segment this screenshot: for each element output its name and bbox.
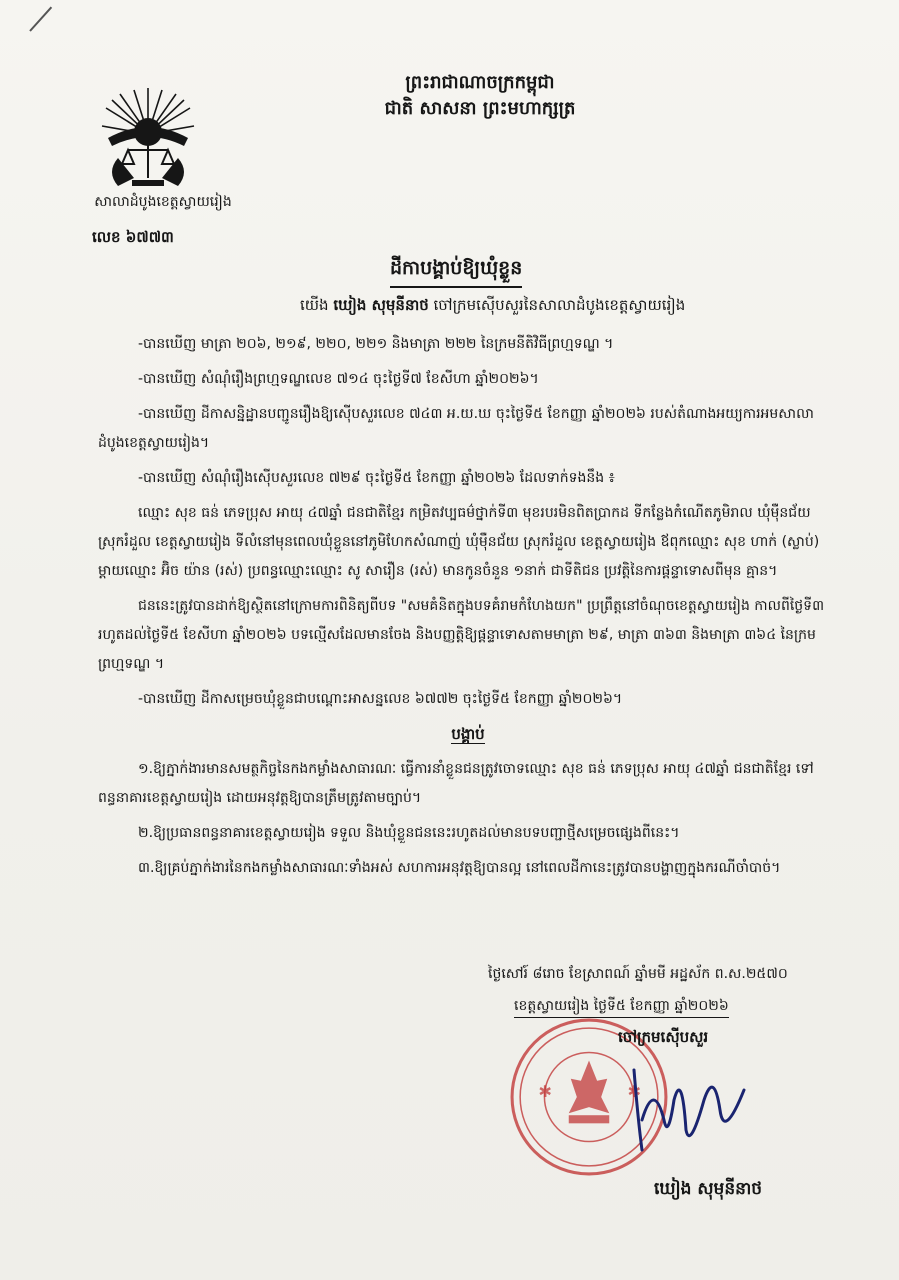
lunar-date: ថ្ងៃសៅរ៍ ៨រោច ខែស្រាពណ៍ ឆ្នាំមមី អដ្ឋស័ក ព.ស.២៥៧០ xyxy=(488,966,788,982)
paragraph: -បានឃើញ សំណុំរឿងព្រហ្មទណ្ឌលេខ ៧១៤ ចុះថ្ងៃទី៧ ខែសីហា ឆ្នាំ២០២៦។ xyxy=(138,371,539,387)
svg-text:✱: ✱ xyxy=(627,1082,642,1101)
svg-text:✱: ✱ xyxy=(538,1082,552,1101)
kingdom-line-2: ជាតិ សាសនា ព្រះមហាក្សត្រ xyxy=(384,98,576,119)
signer-title: ចៅក្រមស៊ើបសួរ xyxy=(618,1028,709,1046)
order-heading: បង្គាប់ xyxy=(451,725,485,743)
intro-prefix: យើង xyxy=(300,296,329,314)
intro-line xyxy=(300,296,685,318)
order-item: ២.ឱ្យប្រធានពន្ធនាគារខេត្តស្វាយរៀង ទទួល និងឃុំខ្លួនជននេះរហូតដល់មានបទបញ្ជាថ្មីសម្រេចផ្សេងពីនេះ។ xyxy=(138,825,680,841)
document-title: ដីកាបង្គាប់ឱ្យឃុំខ្លួន xyxy=(390,256,522,288)
pen-mark xyxy=(29,7,52,32)
court-emblem-logo xyxy=(98,82,198,192)
intro-suffix: ចៅក្រមស៊ើបសួរនៃសាលាដំបូងខេត្តស្វាយរៀង xyxy=(433,296,686,314)
paragraph: -បានឃើញ ដីកាសម្រេចឃុំខ្លួនជាបណ្ដោះអាសន្នលេខ ៦៧៧២ ចុះថ្ងៃទី៥ ខែកញ្ញា ឆ្នាំ២០២៦។ xyxy=(138,691,623,707)
court-name: សាលាដំបូងខេត្តស្វាយរៀង xyxy=(94,194,232,210)
paragraph: -បានឃើញ សំណុំរឿងស៊ើបសួរលេខ ៧២៩ ចុះថ្ងៃទី៥ ខែកញ្ញា ឆ្នាំ២០២៦ ដែលទាក់ទងនឹង ៖ xyxy=(138,470,615,486)
order-item: ១.ឱ្យភ្នាក់ងារមានសមត្ថកិច្ចនៃកងកម្លាំងសាធារណៈ ធ្វើការនាំខ្លួនជនត្រូវចោទឈ្មោះ សុខ ធន់ ភេទប្រុស អាយុ ៤៧ឆ្នាំ ជនជាតិខ្មែរ ទៅពន្ធនាគារខេត្តស្វាយរៀង ដោយអនុវត្តឱ្យបានត្រឹមត្រូវតាមច្បាប់។ xyxy=(98,761,814,806)
document-body xyxy=(98,330,838,889)
signer-name: ឃៀង សុមុនីនាថ xyxy=(654,1179,763,1199)
document-number: លេខ ៦៧៧៣ xyxy=(92,228,174,246)
charge-paragraph: ជននេះត្រូវបានដាក់ឱ្យស្ថិតនៅក្រោមការពិនិត្យពីបទ "សមគំនិតក្នុងបទគំរាមកំហែងយក" ប្រព្រឹត្តនៅចំណុចខេត្តស្វាយរៀង កាលពីថ្ងៃទី៣ រហូតដល់ថ្ងៃទី៥ ខែសីហា ឆ្នាំ២០២៦ បទល្មើសដែលមានចែង និងបញ្ញត្តិឱ្យផ្ដន្ទាទោសតាមមាត្រា ២៩, មាត្រា ៣៦៣ និងមាត្រា ៣៦៤ នៃក្រមព្រហ្មទណ្ឌ ។ xyxy=(98,598,825,672)
kingdom-motto xyxy=(330,70,630,122)
defendant-details: ឈ្មោះ សុខ ធន់ ភេទប្រុស អាយុ ៤៧ឆ្នាំ ជនជាតិខ្មែរ កម្រិតវប្បធម៌ថ្នាក់ទី៣ មុខរបរមិនពិតប្រាកដ ទីកន្លែងកំណើតភូមិរាល ឃុំម៉ឺនជ័យ ស្រុករំដួល ខេត្តស្វាយរៀង ទីលំនៅមុនពេលឃុំខ្លួននៅភូមិហែកសំណាញ់ ឃុំម៉ឺនជ័យ ស្រុករំដួល ខេត្តស្វាយរៀង ឪពុកឈ្មោះ សុខ ហាក់ (ស្លាប់) ម្ដាយឈ្មោះ អ៊ិច យ៉ាន (រស់) ប្រពន្ធឈ្មោះឈ្មោះ សូ សារឿន (រស់) មានកូនចំនួន ១នាក់ ជាទីតិជន ប្រវត្តិនៃការផ្ដន្ទាទោសពីមុន គ្មាន។ xyxy=(98,505,820,579)
paragraph: -បានឃើញ មាត្រា ២០៦, ២១៩, ២២០, ២២១ និងមាត្រា ២២២ នៃក្រមនីតិវិធីព្រហ្មទណ្ឌ ។ xyxy=(138,336,614,352)
paragraph: -បានឃើញ ដីកាសន្និដ្ឋានបញ្ជូនរឿងឱ្យស៊ើបសួរលេខ ៧៤៣ អ.យ.ឃ ចុះថ្ងៃទី៥ ខែកញ្ញា ឆ្នាំ២០២៦ របស់តំណាងអយ្យការអមសាលាដំបូងខេត្តស្វាយរៀង។ xyxy=(98,406,814,451)
handwritten-signature xyxy=(624,1060,754,1160)
order-item: ៣.ឱ្យគ្រប់ភ្នាក់ងារនៃកងកម្លាំងសាធារណៈទាំងអស់ សហការអនុវត្តឱ្យបានល្អ នៅពេលដីកានេះត្រូវបានបង្ហាញក្នុងករណីចាំបាច់។ xyxy=(138,860,781,876)
place-date: ខេត្តស្វាយរៀង ថ្ងៃទី៥ ខែកញ្ញា ឆ្នាំ២០២៦ xyxy=(514,996,729,1018)
kingdom-line-1: ព្រះរាជាណាចក្រកម្ពុជា xyxy=(405,72,555,93)
judge-name: ឃៀង សុមុនីនាថ xyxy=(333,296,429,314)
